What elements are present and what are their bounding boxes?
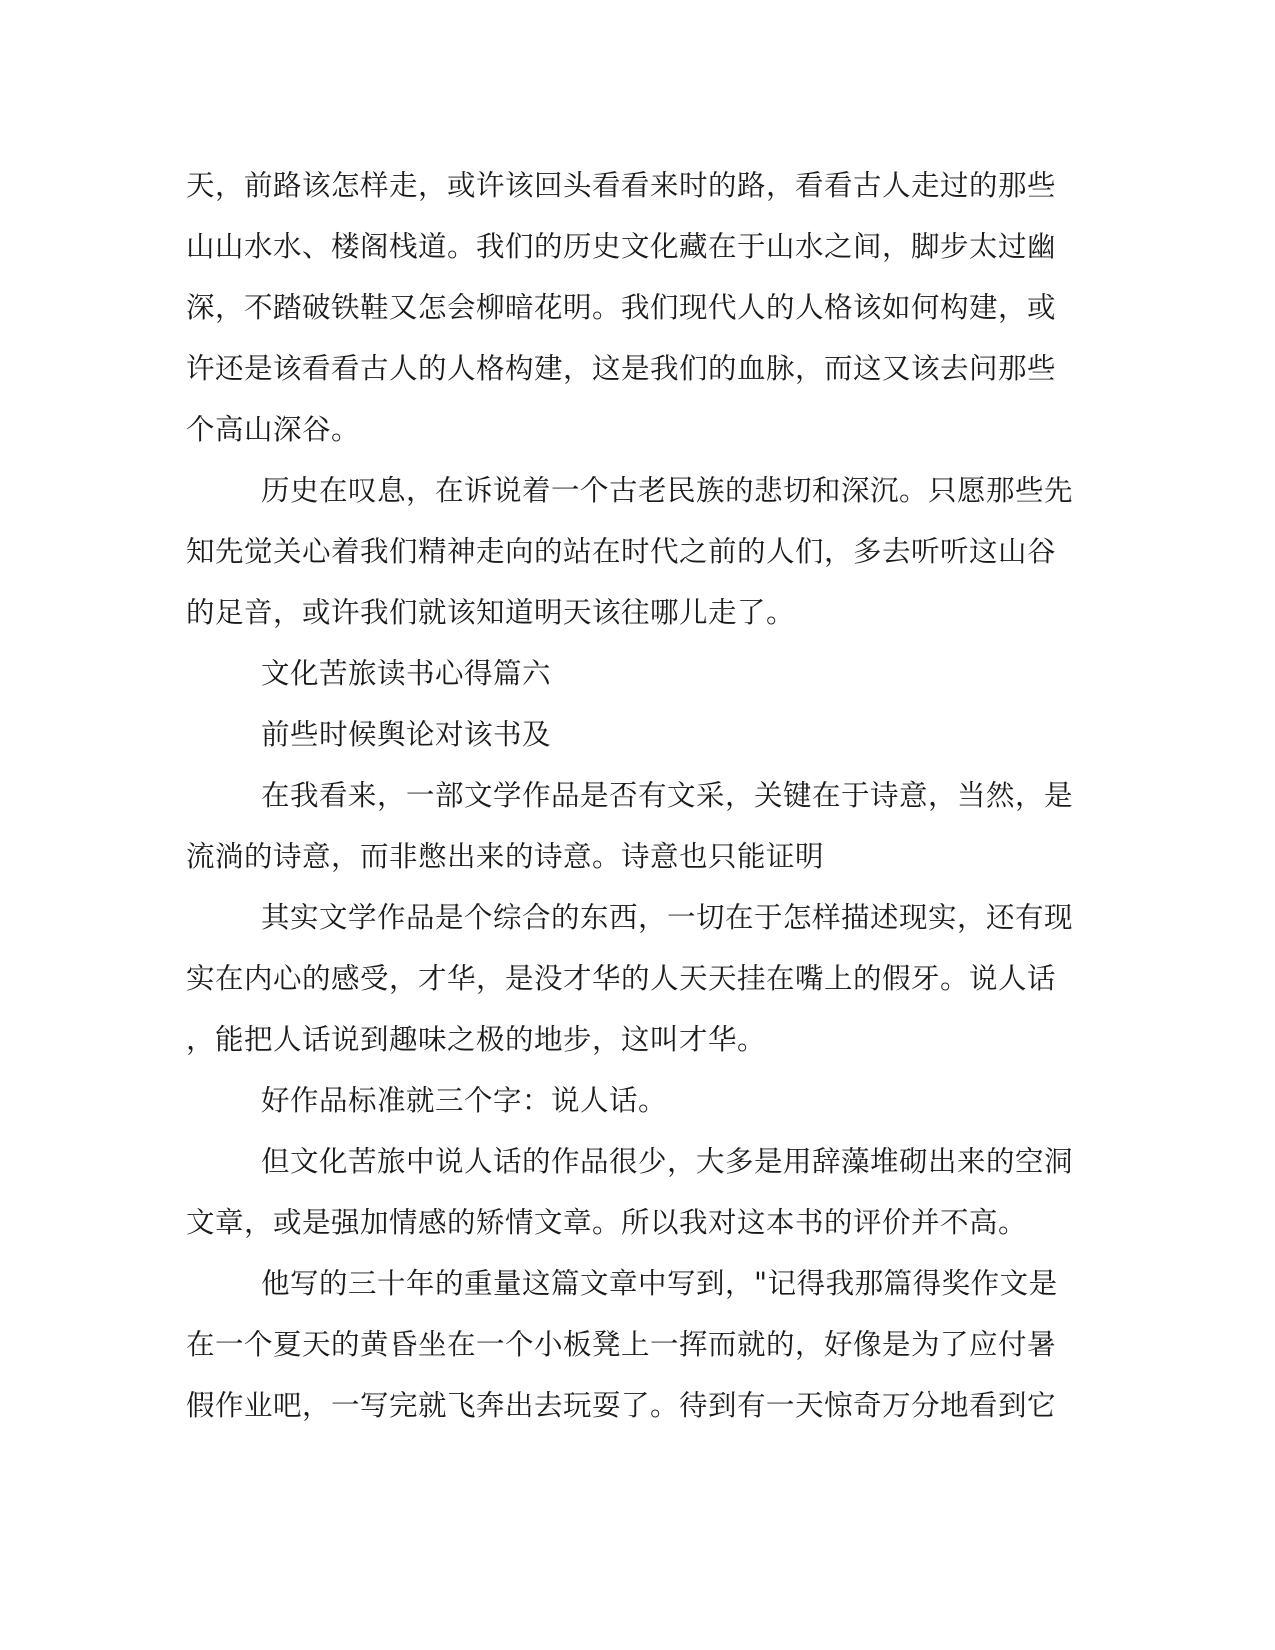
paragraph-start-line: 其实文学作品是个综合的东西，一切在于怎样描述现实，还有现 <box>261 901 1074 934</box>
text-line: 许还是该看看古人的人格构建，这是我们的血脉，而这又该去问那些 <box>186 352 1057 385</box>
text-line: 文章，或是强加情感的矫情文章。所以我对这本书的评价并不高。 <box>186 1206 1028 1239</box>
paragraph-start-line: 前些时候舆论对该书及 <box>261 718 552 751</box>
text-line: 知先觉关心着我们精神走向的站在时代之前的人们，多去听听这山谷 <box>186 535 1057 568</box>
text-line: 的足音，或许我们就该知道明天该往哪儿走了。 <box>186 596 796 629</box>
document-body <box>186 155 1086 1436</box>
text-line: 实在内心的感受，才华，是没才华的人天天挂在嘴上的假牙。说人话 <box>186 962 1057 995</box>
text-line: 在一个夏天的黄昏坐在一个小板凳上一挥而就的，好像是为了应付暑 <box>186 1328 1057 1361</box>
paragraph-start-line: 好作品标准就三个字：说人话。 <box>261 1084 668 1117</box>
paragraph-start-line: 但文化苦旅中说人话的作品很少，大多是用辞藻堆砌出来的空洞 <box>261 1145 1074 1178</box>
paragraph-start-line: 在我看来，一部文学作品是否有文采，关键在于诗意，当然，是 <box>261 779 1074 812</box>
text-line: 流淌的诗意，而非憋出来的诗意。诗意也只能证明 <box>186 840 825 873</box>
text-line: 个高山深谷。 <box>186 413 361 446</box>
text-line: 山山水水、楼阁栈道。我们的历史文化藏在于山水之间，脚步太过幽 <box>186 230 1057 263</box>
text-line: 深，不踏破铁鞋又怎会柳暗花明。我们现代人的人格该如何构建，或 <box>186 291 1057 324</box>
section-heading: 文化苦旅读书心得篇六 <box>261 657 552 690</box>
text-line: 假作业吧，一写完就飞奔出去玩耍了。待到有一天惊奇万分地看到它 <box>186 1389 1057 1422</box>
text-line: ，能把人话说到趣味之极的地步，这叫才华。 <box>186 1023 767 1056</box>
paragraph-start-line: 历史在叹息，在诉说着一个古老民族的悲切和深沉。只愿那些先 <box>261 474 1074 507</box>
text-line: 天，前路该怎样走，或许该回头看看来时的路，看看古人走过的那些 <box>186 169 1057 202</box>
paragraph-start-line: 他写的三十年的重量这篇文章中写到，"记得我那篇得奖作文是 <box>261 1267 1058 1300</box>
